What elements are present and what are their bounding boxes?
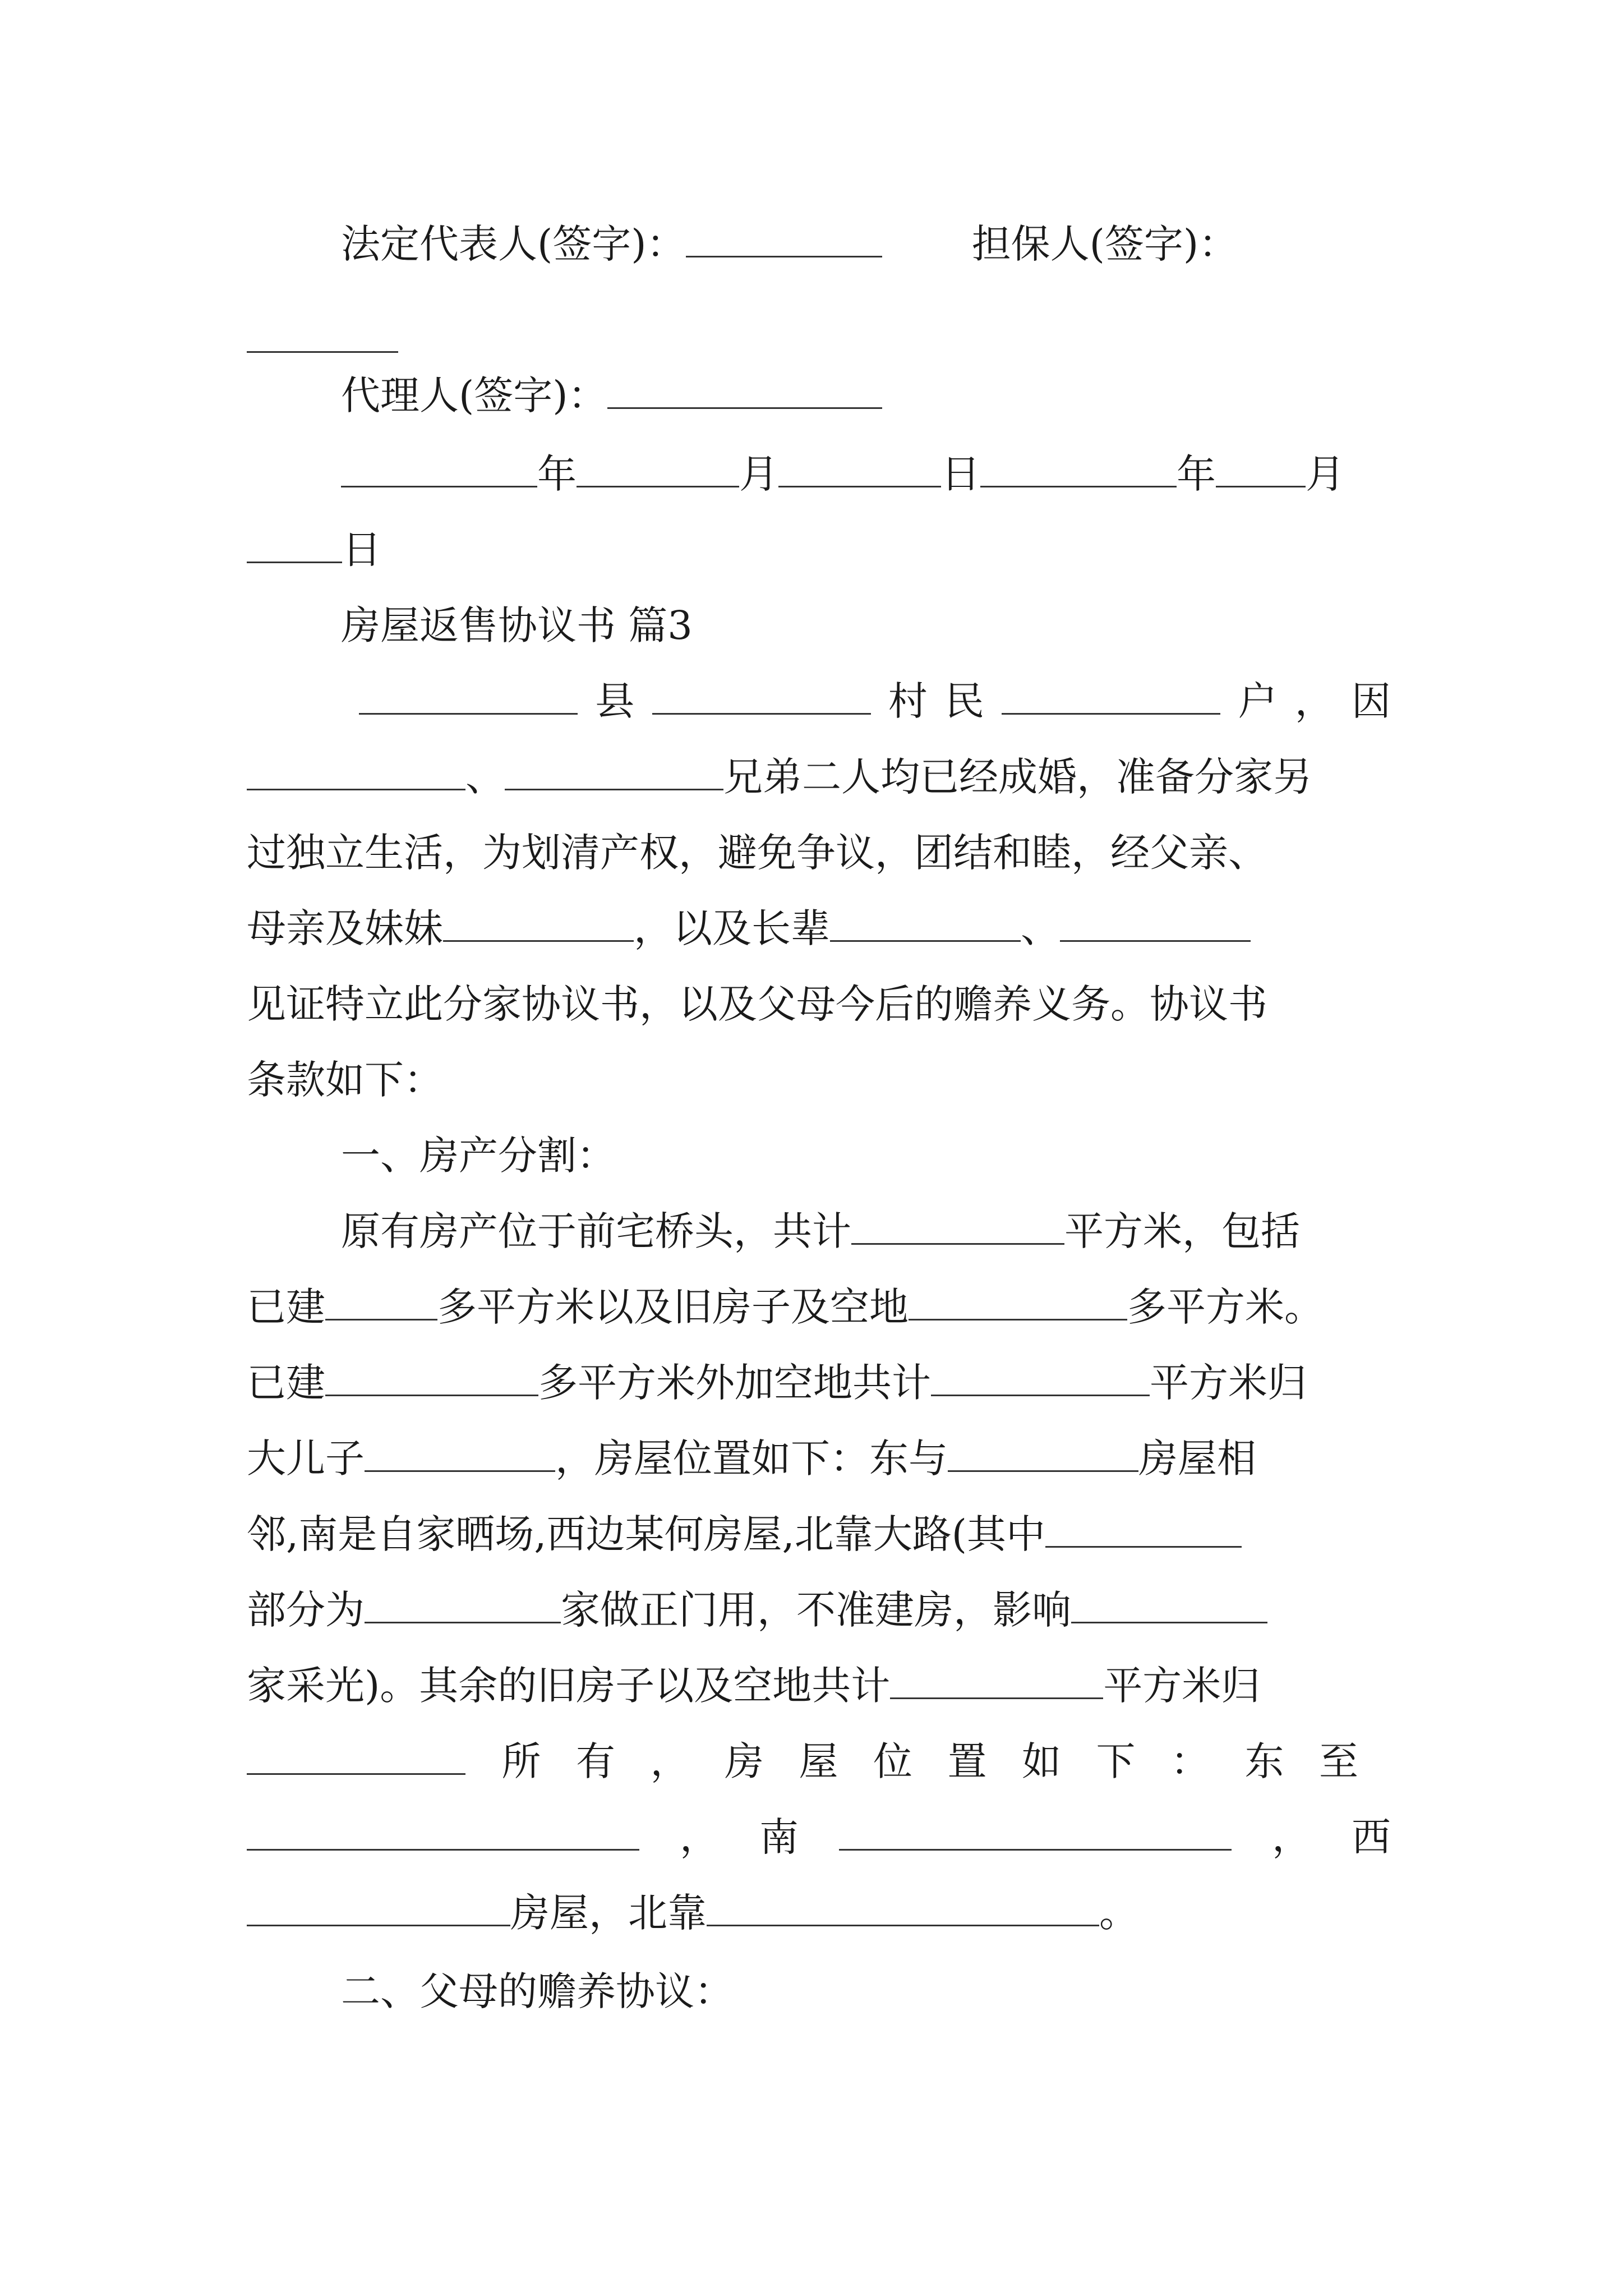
day-label: 日	[941, 451, 980, 497]
text: 户，因	[1220, 678, 1391, 724]
text: 邻,南是自家晒场,西边某何房屋,北靠大路(其中	[247, 1511, 1046, 1557]
text: 所有，房屋位置如下：东至	[499, 1738, 1391, 1784]
agreement-line	[247, 1430, 1391, 1487]
year-label: 年	[537, 451, 577, 497]
fill-blank[interactable]	[247, 1890, 510, 1926]
text: ，以及长辈	[634, 905, 830, 951]
agent-label: 代理人(签字)：	[341, 372, 607, 418]
text: 、	[1021, 905, 1060, 951]
text: 已建	[247, 1360, 325, 1406]
fill-blank[interactable]	[1060, 905, 1251, 942]
fill-blank[interactable]	[247, 1738, 465, 1775]
fill-blank[interactable]	[890, 1663, 1103, 1699]
guarantor-blank-line	[247, 311, 1391, 367]
date-blank[interactable]	[1216, 451, 1306, 487]
fill-blank[interactable]	[443, 905, 634, 942]
fill-blank[interactable]	[365, 1435, 555, 1472]
agreement-line	[247, 749, 1391, 805]
date-blank[interactable]	[980, 451, 1177, 487]
text: 多平方米。	[1127, 1284, 1324, 1330]
agreement-line	[341, 1203, 1395, 1259]
agreement-line: 见证特立此分家协议书，以及父母今后的赡养义务。协议书	[247, 981, 1267, 1027]
text: 房屋相	[1138, 1435, 1256, 1481]
fill-blank[interactable]	[247, 754, 465, 790]
agreement-line	[247, 1506, 1391, 1562]
text: 原有房产位于前宅桥头，共计	[341, 1208, 851, 1254]
guarantor-blank[interactable]	[247, 323, 398, 353]
agreement-line	[247, 900, 1391, 956]
fill-blank[interactable]	[1045, 1511, 1242, 1548]
date-blank[interactable]	[577, 451, 739, 487]
heading-property-division: 一、房产分割：	[341, 1133, 616, 1179]
fill-blank[interactable]	[365, 1587, 561, 1623]
text: 母亲及妹妹	[247, 905, 443, 951]
text: 西	[1352, 1814, 1391, 1860]
fill-blank[interactable]	[359, 678, 578, 715]
guarantor-label: 担保人(签字)：	[971, 221, 1238, 267]
date-line	[341, 446, 1395, 502]
text: 兄弟二人均已经成婚，准备分家另	[723, 754, 1312, 800]
text: 平方米归	[1103, 1663, 1261, 1709]
text: 多平方米以及旧房子及空地	[437, 1284, 909, 1330]
text: 房屋，北靠	[510, 1890, 707, 1936]
text: 平方米，包括	[1064, 1208, 1300, 1254]
legal-rep-blank[interactable]	[686, 221, 882, 257]
day-label: 日	[342, 527, 381, 573]
date-line-cont	[247, 522, 1391, 578]
fill-blank[interactable]	[830, 905, 1021, 942]
agreement-line	[247, 1809, 1391, 1865]
month-label: 月	[1306, 451, 1345, 497]
date-blank[interactable]	[247, 527, 342, 563]
text: 家做正门用，不准建房，影响	[561, 1587, 1071, 1633]
text: 平方米归	[1150, 1360, 1307, 1406]
year-label: 年	[1177, 451, 1216, 497]
fill-blank[interactable]	[931, 1360, 1150, 1396]
date-blank[interactable]	[341, 451, 537, 487]
agreement-line: 条款如下：	[247, 1057, 443, 1103]
text: 。	[1099, 1890, 1138, 1936]
text: 县	[578, 678, 652, 724]
text: 部分为	[247, 1587, 365, 1633]
text: ，房屋位置如下：东与	[555, 1435, 948, 1481]
fill-blank[interactable]	[1071, 1587, 1267, 1623]
text: 村民	[870, 678, 1002, 724]
date-blank[interactable]	[778, 451, 941, 487]
agreement-line	[247, 1733, 1391, 1789]
text: 大儿子	[247, 1435, 365, 1481]
fill-blank[interactable]	[851, 1208, 1064, 1245]
agreement-line	[247, 1279, 1391, 1335]
agent-line	[341, 367, 1485, 424]
legal-rep-label: 法定代表人(签字)：	[341, 221, 686, 267]
fill-blank[interactable]	[839, 1814, 1232, 1851]
text: 已建	[247, 1284, 325, 1330]
signature-line	[341, 216, 1407, 272]
text: ，	[639, 1814, 759, 1860]
text: 南	[759, 1814, 839, 1860]
text: 家采光)。其余的旧房子以及空地共计	[247, 1663, 891, 1709]
agreement-line	[247, 1582, 1391, 1638]
text: ，	[1232, 1814, 1352, 1860]
agent-blank[interactable]	[607, 372, 882, 409]
fill-blank[interactable]	[707, 1890, 1099, 1926]
agreement-line	[247, 1658, 1391, 1714]
fill-blank[interactable]	[1002, 678, 1220, 715]
fill-blank[interactable]	[948, 1435, 1138, 1472]
agreement-line	[247, 1885, 1391, 1941]
section-title: 房屋返售协议书 篇3	[341, 602, 693, 648]
fill-blank[interactable]	[652, 678, 871, 715]
fill-blank[interactable]	[909, 1284, 1127, 1320]
text: 多平方米外加空地共计	[538, 1360, 931, 1406]
heading-parent-support: 二、父母的赡养协议：	[341, 1968, 734, 2014]
agreement-line	[359, 673, 1391, 729]
fill-blank[interactable]	[505, 754, 723, 790]
month-label: 月	[739, 451, 778, 497]
fill-blank[interactable]	[325, 1360, 538, 1396]
fill-blank[interactable]	[247, 1814, 639, 1851]
agreement-line	[247, 1355, 1391, 1411]
agreement-line: 过独立生活，为划清产权，避免争议，团结和睦，经父亲、	[247, 830, 1267, 876]
fill-blank[interactable]	[325, 1284, 437, 1320]
text: 、	[465, 754, 505, 800]
